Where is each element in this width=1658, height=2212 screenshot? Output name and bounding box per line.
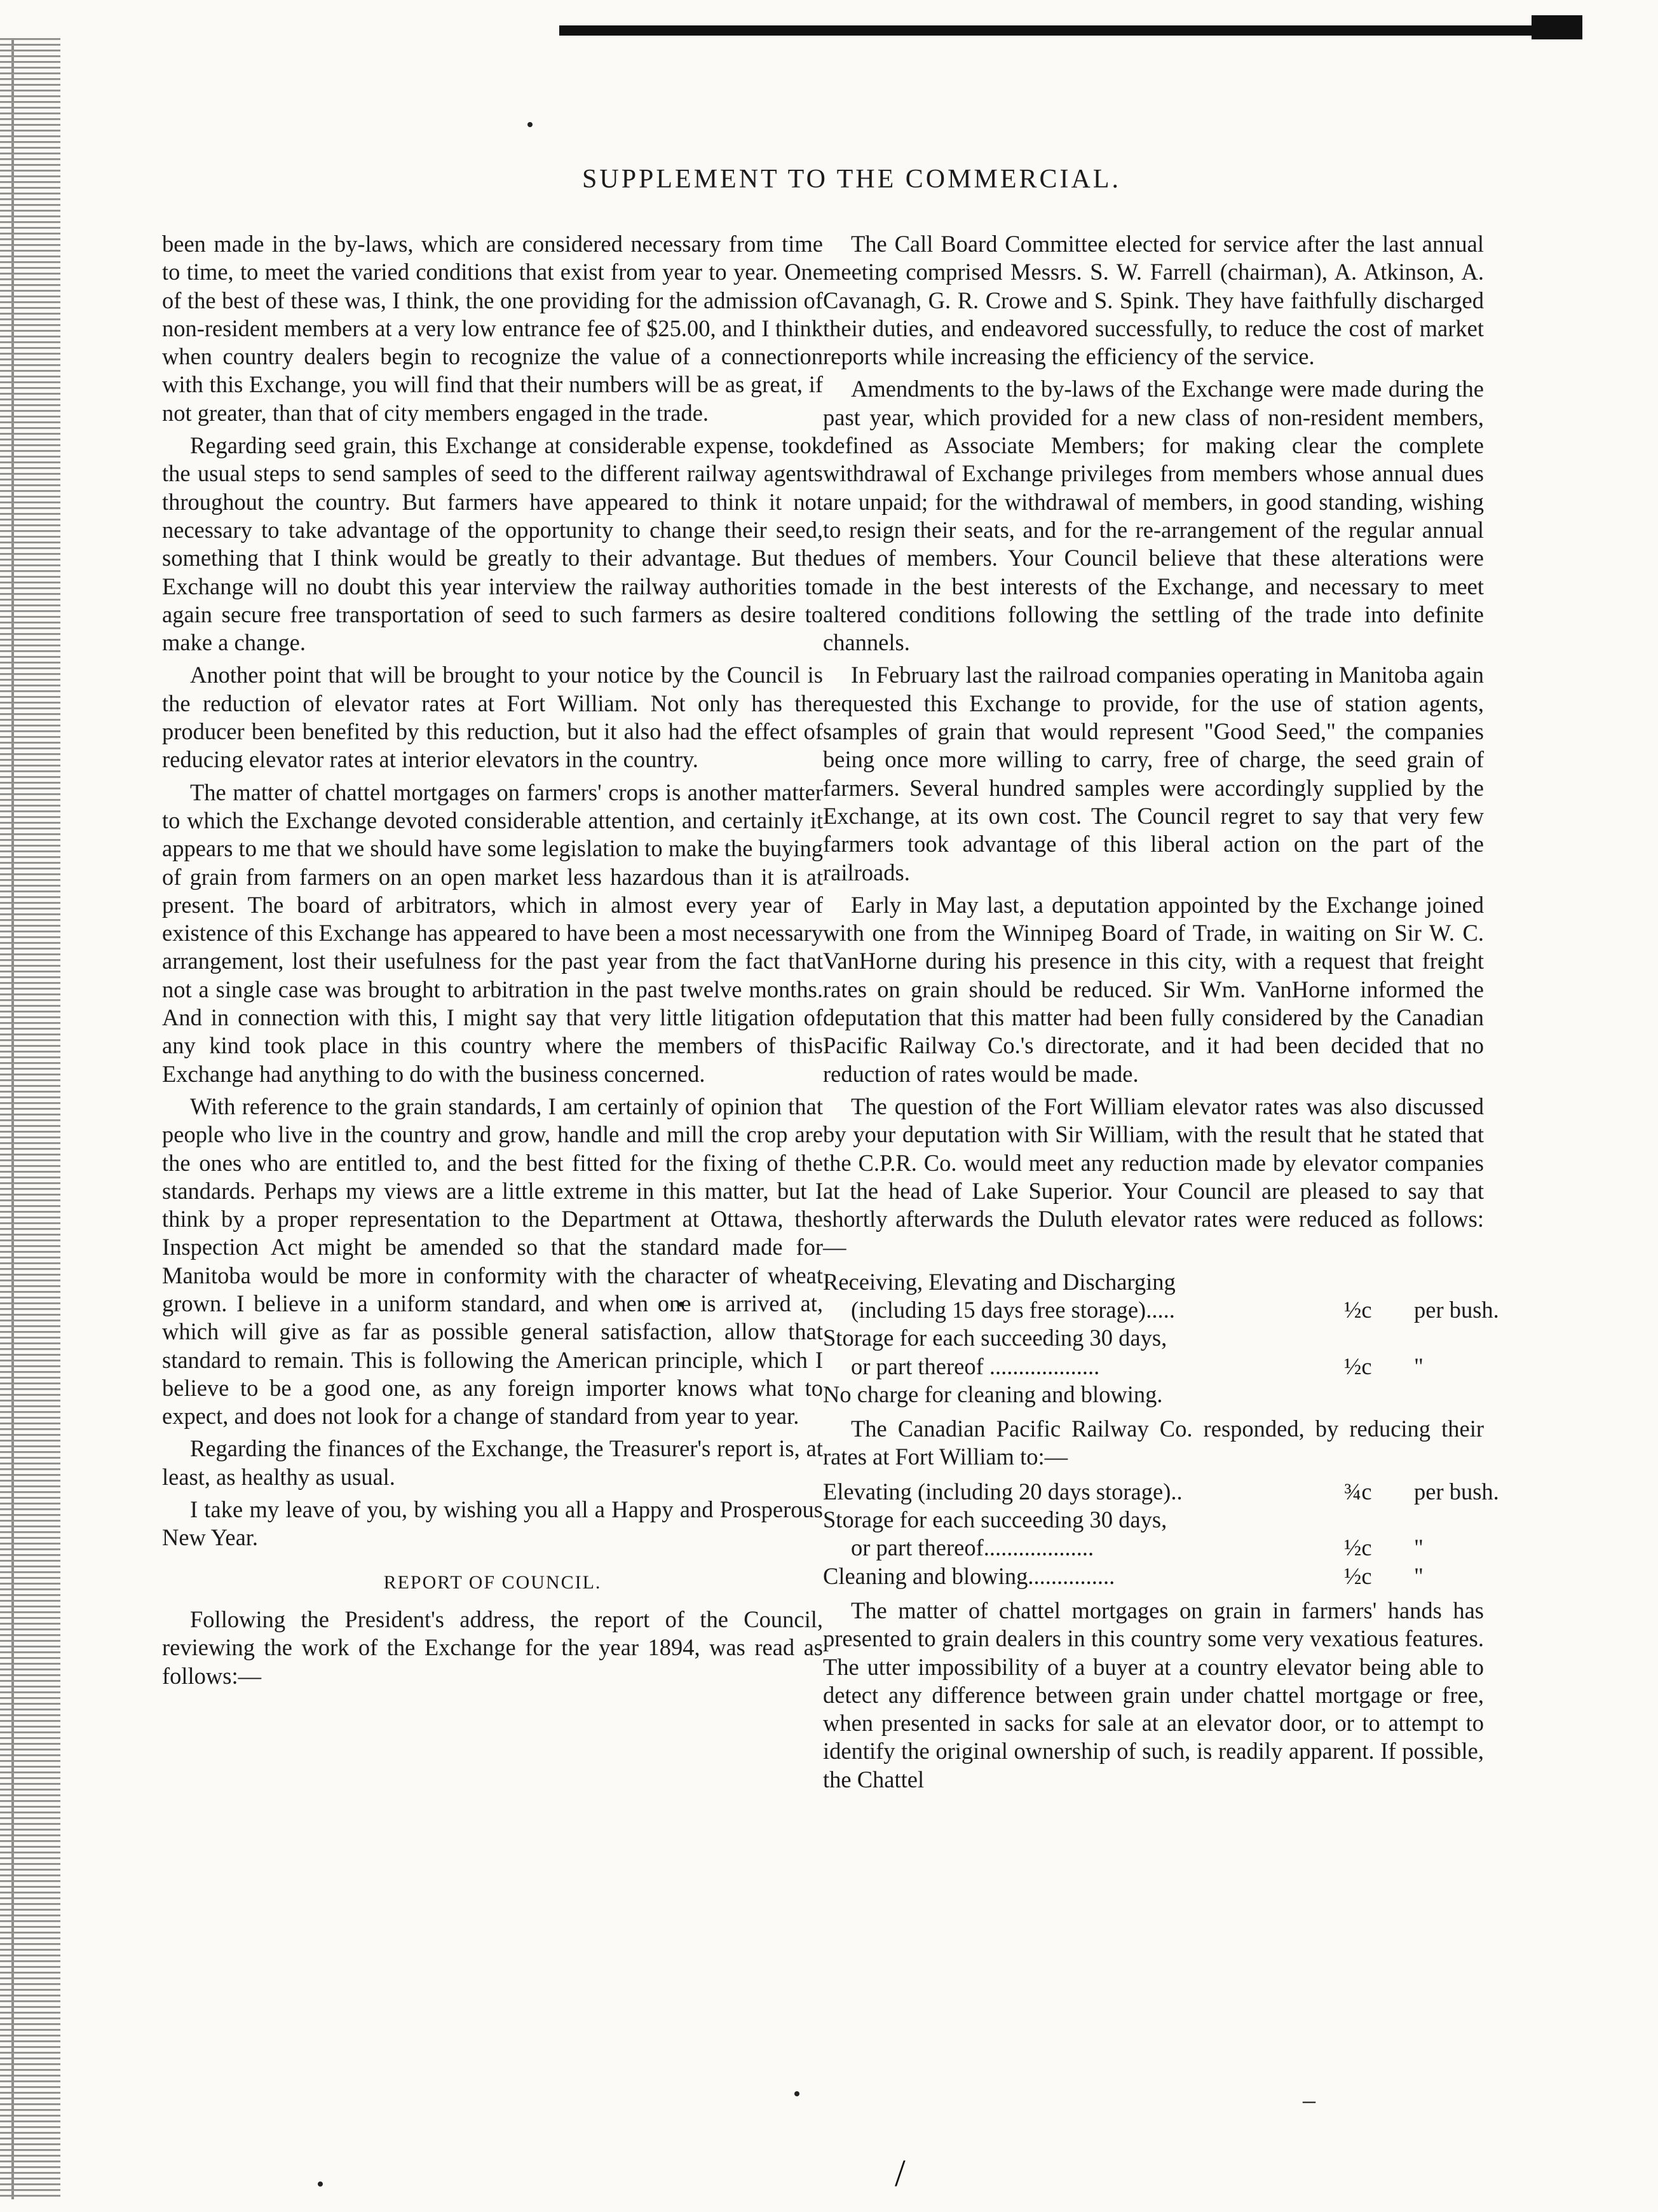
- paragraph: Following the President's address, the report of the Council, reviewing the work of the Exchange for the year 1894, was read as follows:—: [162, 1606, 823, 1689]
- paragraph: The matter of chattel mortgages on grain in farmers' hands has presented to grain dealers in this country some very vexatious features. The utter impossibility of a buyer at a country elevator being able to detect any difference between grain under chattel mortgage or free, when presented in sacks for sale at an elevator door, or to attempt to identify the original ownership of such, is readily apparent. If possible, the Chattel: [823, 1597, 1484, 1792]
- ink-speck: [527, 122, 533, 127]
- ink-speck: [318, 2181, 323, 2187]
- cpr-rates-table: [823, 1478, 1499, 1590]
- rate-row: [823, 1534, 1484, 1562]
- rate-value: ½c: [1344, 1296, 1372, 1323]
- rate-description: Receiving, Elevating and Discharging: [823, 1268, 1176, 1295]
- top-rule: [559, 25, 1563, 36]
- rate-row: [823, 1353, 1484, 1381]
- rate-unit: ": [1414, 1562, 1424, 1589]
- pen-mark: /: [895, 2152, 906, 2194]
- page-header: SUPPLEMENT TO THE COMMERCIAL.: [582, 165, 1121, 194]
- rate-unit: ": [1414, 1353, 1424, 1379]
- left-column: [162, 230, 823, 2162]
- paragraph: With reference to the grain standards, I am certainly of opinion that people who live in the country and grow, handle and mill the crop are the ones who are entitled to, and the best fitted for the fixing of the standards. Perhaps my views are a little extreme in this matter, but I think by a proper representation to the Department at Ottawa, the Inspection Act might be amended so that the standard made for Manitoba would be more in conformity with the character of wheat grown. I believe in a uniform standard, and when one is arrived at, which will give as far as possible general satisfaction, allow that standard to remain. This is following the American principle, which I believe to be a good one, as any foreign importer knows what to expect, and does not look for a change of standard from year to year.: [162, 1093, 823, 1430]
- rate-row: [823, 1381, 1484, 1409]
- rate-value: ½c: [1344, 1562, 1372, 1589]
- paragraph: I take my leave of you, by wishing you all a Happy and Prosperous New Year.: [162, 1496, 823, 1551]
- rate-description: Storage for each succeeding 30 days,: [823, 1506, 1167, 1533]
- paragraph: In February last the railroad companies operating in Manitoba again requested this Exchange to provide, for the use of station agents, samples of grain that would represent "Good Seed," the companies being once more willing to carry, free of charge, the seed grain of farmers. Several hundred samples were accordingly supplied by the Exchange, at its own cost. The Council regret to say that very few farmers took advantage of this liberal action on the part of the railroads.: [823, 662, 1484, 885]
- rate-value: ½c: [1344, 1353, 1372, 1379]
- top-rule-end: [1532, 15, 1582, 39]
- paragraph: The matter of chattel mortgages on farmers' crops is another matter to which the Exchange devoted considerable attention, and certainly it appears to me that we should have some legislation to make the buying of grain from farmers on an open market less hazardous than it is at present. The board of arbitrators, which in almost every year of existence of this Exchange has appeared to have been a most necessary arrangement, lost their usefulness for the past year from the fact that not a single case was brought to arbitration in the past twelve months. And in connection with this, I might say that very little litigation of any kind took place in this country where the members of this Exchange had anything to do with the business concerned.: [162, 779, 824, 1087]
- duluth-rates-table: [823, 1268, 1499, 1409]
- rate-row: [823, 1296, 1499, 1324]
- paragraph: Regarding the finances of the Exchange, the Treasurer's report is, at least, as healthy as usual.: [162, 1435, 823, 1490]
- rate-row: [823, 1506, 1484, 1534]
- rate-description: or part thereof ...................: [851, 1353, 1100, 1379]
- rate-row: [823, 1562, 1484, 1590]
- rate-row: [823, 1268, 1484, 1296]
- paragraph: Early in May last, a deputation appointed by the Exchange joined with one from the Winnipeg Board of Trade, in waiting on Sir W. C. VanHorne during his presence in this city, with a request that freight rates on grain should be reduced. Sir Wm. VanHorne informed the deputation that this matter had been fully considered by the Canadian Pacific Railway Co.'s directorate, and it had been decided that no reduction of rates would be made.: [823, 891, 1484, 1087]
- rate-value: ½c: [1344, 1534, 1372, 1561]
- rate-description: Cleaning and blowing...............: [823, 1562, 1115, 1589]
- rate-unit: per bush.: [1414, 1478, 1499, 1505]
- section-heading: REPORT OF COUNCIL.: [383, 1571, 602, 1593]
- rate-value: ¾c: [1344, 1478, 1372, 1505]
- rate-description: No charge for cleaning and blowing.: [823, 1381, 1163, 1407]
- rate-unit: per bush.: [1414, 1296, 1499, 1323]
- paragraph: The question of the Fort William elevator rates was also discussed by your deputation with Sir William, with the result that he stated that the C.P.R. Co. would meet any reduction made by elevator companies at the head of Lake Superior. Your Council are pleased to say that shortly afterwards the Duluth elevator rates were reduced as follows:—: [823, 1093, 1484, 1260]
- rate-row: [823, 1324, 1484, 1352]
- paragraph: The Canadian Pacific Railway Co. responded, by reducing their rates at Fort William to:—: [823, 1416, 1484, 1470]
- paragraph: Amendments to the by-laws of the Exchange were made during the past year, which provided for a new class of non-resident members, defined as Associate Members; for making clear the complete withdrawal of Exchange privileges from members whose annual dues are unpaid; for the withdrawal of members, in good standing, wishing to resign their seats, and for the re-arrangement of the regular annual dues of members. Your Council believe that these alterations were made in the best interests of the Exchange, and necessary to meet altered conditions following the settling of the trade into definite channels.: [823, 376, 1484, 656]
- right-column: [823, 230, 1499, 2162]
- pen-mark: ‒: [1303, 2086, 1315, 2114]
- rate-description: Storage for each succeeding 30 days,: [823, 1325, 1167, 1351]
- binding-edge: [0, 38, 60, 2199]
- rate-unit: ": [1414, 1534, 1424, 1561]
- paragraph: Regarding seed grain, this Exchange at considerable expense, took the usual steps to send samples of seed to the different railway agents throughout the country. But farmers have appeared to think it not necessary to take advantage of the opportunity to change their seed, something that I think would be greatly to their advantage. But the Exchange will no doubt this year interview the railway authorities to again secure free transportation of seed to such farmers as desire to make a change.: [162, 432, 823, 656]
- paragraph: been made in the by-laws, which are considered necessary from time to time, to meet the varied conditions that exist from year to year. One of the best of these was, I think, the one providing for the admission of non-resident members at a very low entrance fee of $25.00, and I think when country dealers begin to recognize the value of a connection with this Exchange, you will find that their numbers will be as great, if not greater, than that of city members engaged in the trade.: [162, 231, 823, 426]
- rate-description: or part thereof...................: [851, 1534, 1094, 1561]
- rate-description: Elevating (including 20 days storage)..: [823, 1478, 1183, 1505]
- rate-description: (including 15 days free storage).....: [851, 1296, 1175, 1323]
- paragraph: Another point that will be brought to your notice by the Council is the reduction of elevator rates at Fort William. Not only has the producer been benefited by this reduction, but it also had the effect of reducing elevator rates at interior elevators in the country.: [162, 662, 823, 773]
- paragraph: The Call Board Committee elected for service after the last annual meeting comprised Messrs. S. W. Farrell (chairman), A. Atkinson, A. Cavanagh, G. R. Crowe and S. Spink. They have faithfully discharged their duties, and endeavored successfully, to reduce the cost of market reports while increasing the efficiency of the service.: [823, 231, 1484, 370]
- rate-row: [823, 1478, 1499, 1506]
